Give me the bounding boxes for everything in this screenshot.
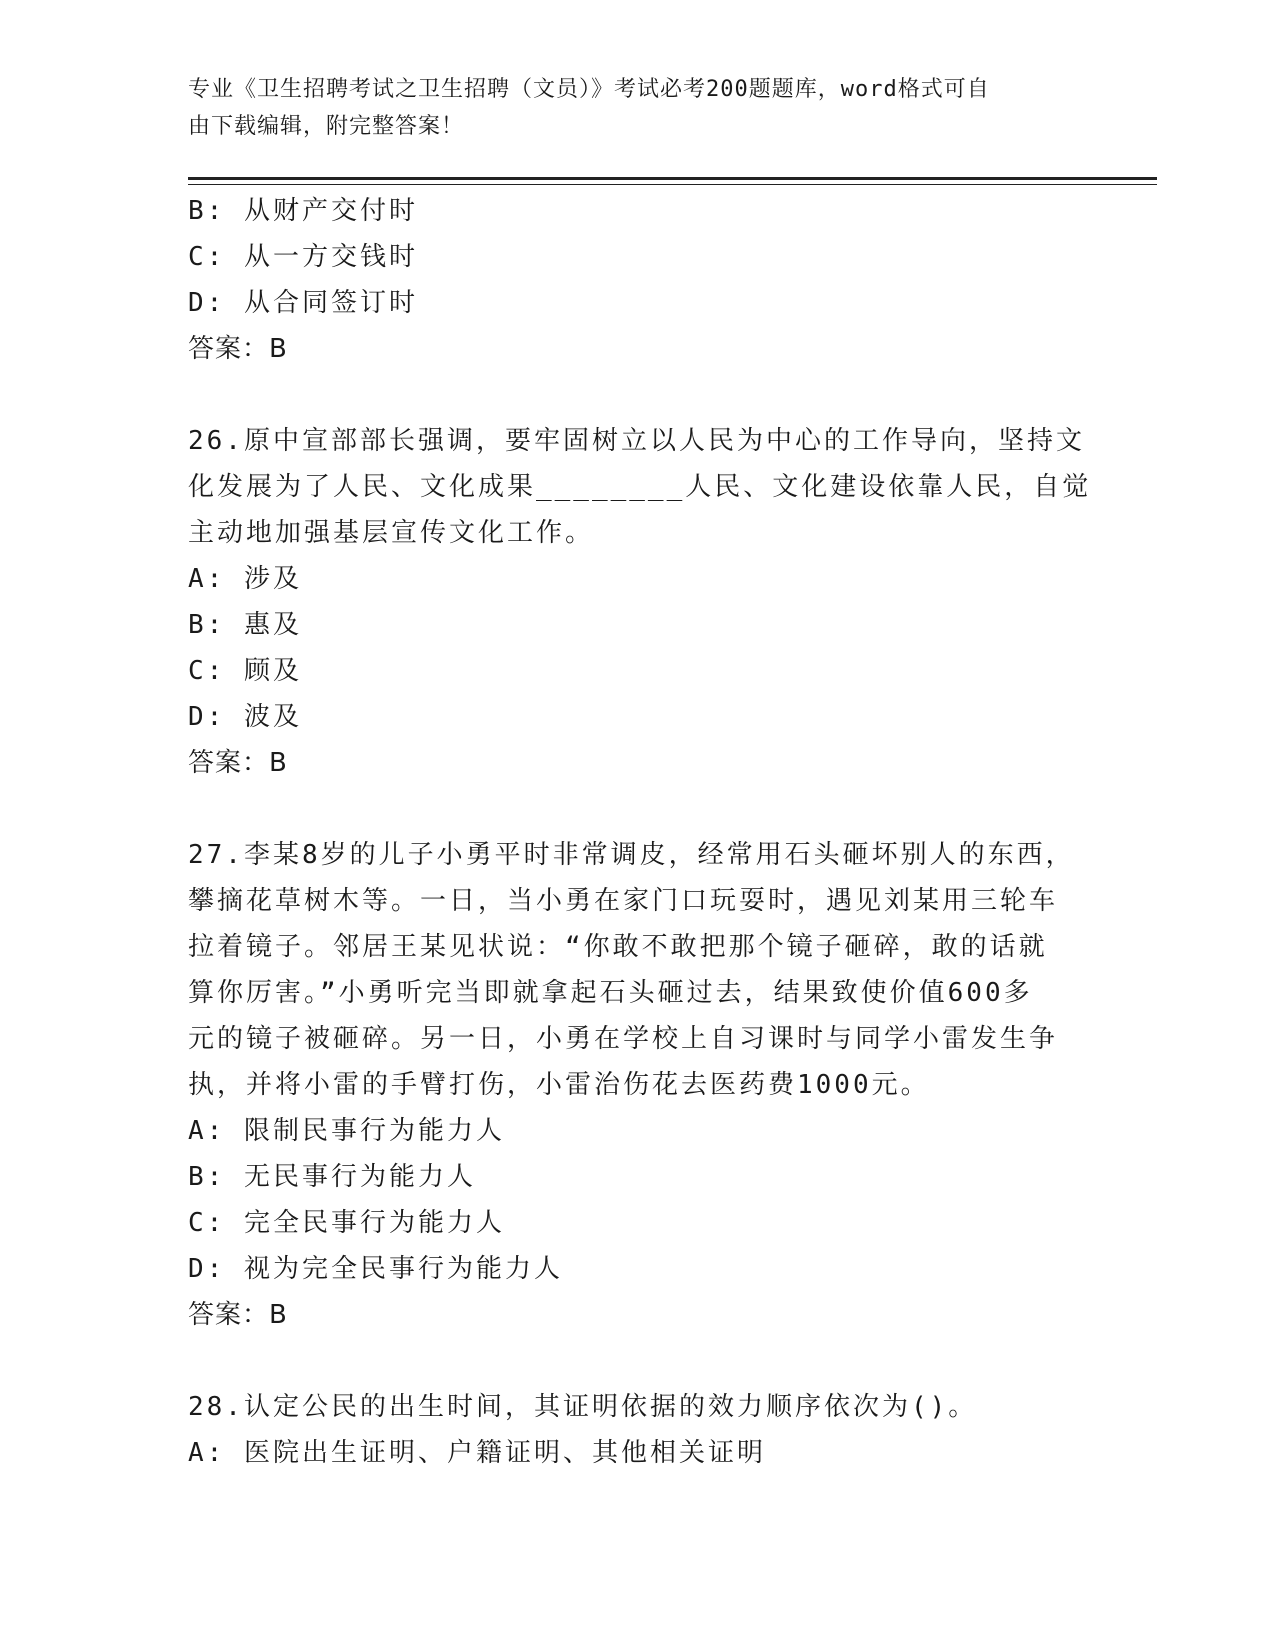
stem-line: 26.原中宣部部长强调，要牢固树立以人民为中心的工作导向，坚持文: [188, 426, 1085, 456]
answer-line: 答案：B: [188, 334, 288, 364]
question-28: [188, 1384, 1088, 1476]
option-c: C: 顾及: [188, 656, 302, 686]
option-a: A: 医院出生证明、户籍证明、其他相关证明: [188, 1438, 766, 1468]
option-a: A: 限制民事行为能力人: [188, 1116, 505, 1146]
option-d: D: 视为完全民事行为能力人: [188, 1254, 563, 1284]
spacer: [188, 372, 1088, 418]
option-b: B: 惠及: [188, 610, 302, 640]
spacer: [188, 786, 1088, 832]
stem-line: 算你厉害。”小勇听完当即就拿起石头砸过去，结果致使价值600多: [188, 978, 1033, 1008]
stem-line: 28.认定公民的出生时间，其证明依据的效力顺序依次为()。: [188, 1392, 978, 1422]
stem-line: 元的镜子被砸碎。另一日，小勇在学校上自习课时与同学小雷发生争: [188, 1024, 1059, 1054]
question-content: [188, 188, 1092, 1476]
stem-line: 拉着镜子。邻居王某见状说：“你敢不敢把那个镜子砸碎，敢的话就: [188, 932, 1048, 962]
header-divider-thin: [188, 184, 1157, 185]
stem-line: 化发展为了人民、文化成果________人民、文化建设依靠人民，自觉: [188, 472, 1092, 502]
option-b: B: 无民事行为能力人: [188, 1162, 476, 1192]
question-stem: [188, 418, 1092, 556]
stem-line: 攀摘花草树木等。一日，当小勇在家门口玩耍时，遇见刘某用三轮车: [188, 886, 1059, 916]
option-a: A: 涉及: [188, 564, 302, 594]
spacer: [188, 1338, 1088, 1384]
option-c: C: 完全民事行为能力人: [188, 1208, 505, 1238]
question-stem: [188, 832, 1088, 1108]
option-d: D: 波及: [188, 702, 302, 732]
stem-line: 执，并将小雷的手臂打伤，小雷治伤花去医药费1000元。: [188, 1070, 930, 1100]
question-27: [188, 832, 1088, 1338]
header-divider-thick: [188, 177, 1157, 180]
option-b: B: 从财产交付时: [188, 196, 418, 226]
option-d: D: 从合同签订时: [188, 288, 418, 318]
question-25-tail: [188, 188, 1088, 372]
header-line-2: 由下载编辑，附完整答案！: [188, 114, 465, 139]
document-header: [188, 71, 1088, 145]
answer-line: 答案：B: [188, 748, 288, 778]
header-line-1: 专业《卫生招聘考试之卫生招聘（文员）》考试必考200题题库，word格式可自: [188, 77, 990, 102]
stem-line: 主动地加强基层宣传文化工作。: [188, 518, 595, 548]
stem-line: 27.李某8岁的儿子小勇平时非常调皮，经常用石头砸坏别人的东西，: [188, 840, 1075, 870]
option-c: C: 从一方交钱时: [188, 242, 418, 272]
answer-line: 答案：B: [188, 1300, 288, 1330]
question-stem: [188, 1384, 1088, 1430]
question-26: [188, 418, 1092, 786]
